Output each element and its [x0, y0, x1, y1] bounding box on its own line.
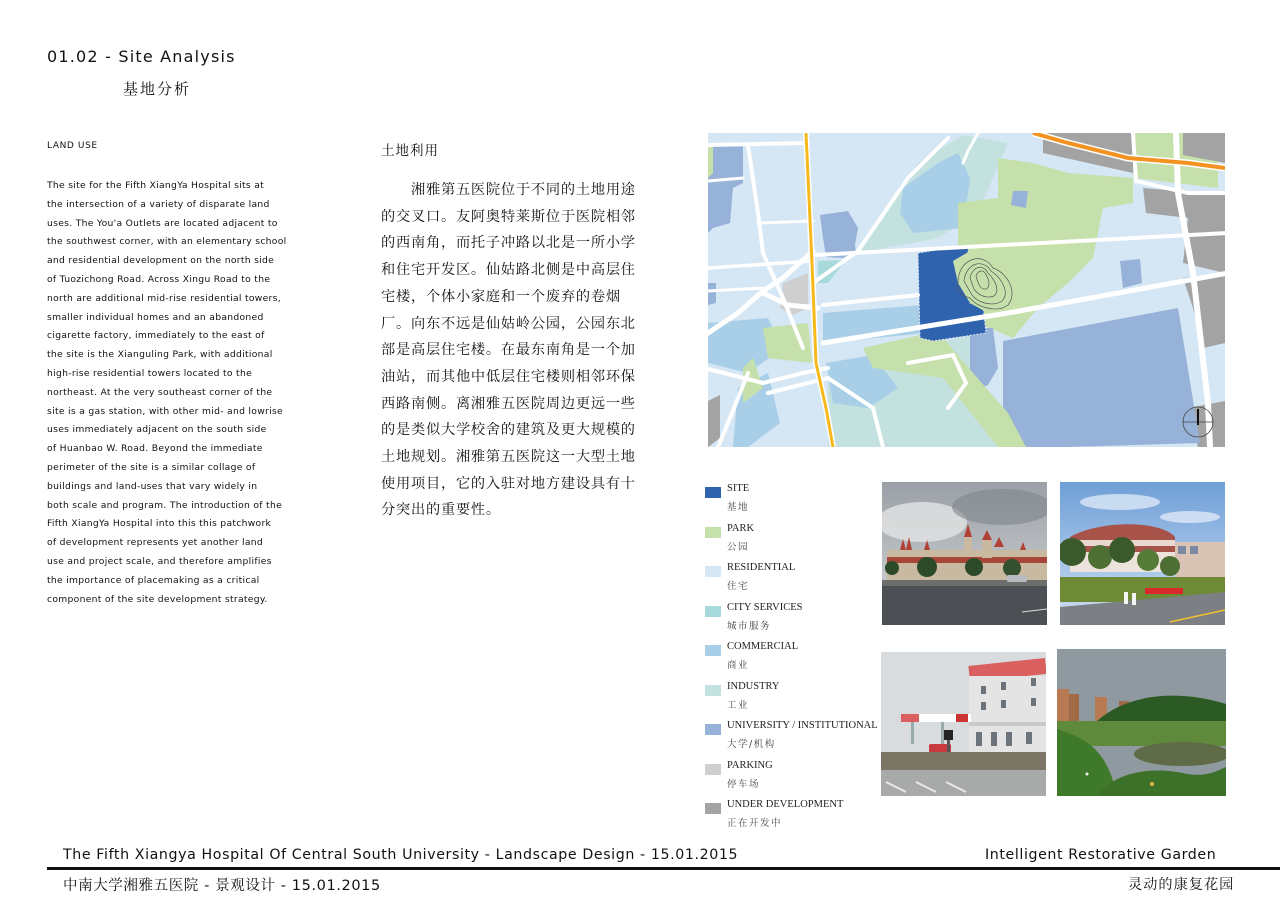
legend-swatch-commercial [705, 645, 721, 656]
text-line: 厂。向东不远是仙姑岭公园，公园东北 [381, 315, 636, 332]
page-subtitle-cn: 基地分析 [123, 80, 192, 98]
text-line: smaller individual homes and an abandoned [47, 311, 264, 323]
text-line: 的是类似大学校舍的建筑及更大规模的 [381, 422, 636, 439]
text-line: Fifth XiangYa Hospital into this this patchwork [47, 518, 272, 530]
text-line: the importance of placemaking as a critical [47, 574, 260, 586]
land-use-heading-en: LAND USE [47, 141, 98, 151]
text-line: both scale and program. The introduction of the [47, 499, 283, 511]
legend-label-en: UNIVERSITY / INSTITUTIONAL [727, 720, 878, 731]
legend-item-university [705, 720, 885, 760]
footer-project-title-en: The Fifth Xiangya Hospital Of Central South University - Landscape Design - 15.01.2015 [63, 847, 739, 863]
text-line: use and project scale, and therefore amplifies [47, 555, 272, 567]
text-line: of Huanbao W. Road. Beyond the immediate [47, 443, 263, 455]
map-legend [705, 483, 885, 839]
land-use-map [708, 133, 1225, 447]
footer-theme-cn: 灵动的康复花园 [1128, 877, 1235, 893]
legend-item-industry [705, 681, 885, 721]
text-line: the intersection of a variety of disparate land [47, 198, 270, 210]
legend-item-parking [705, 760, 885, 800]
legend-swatch-university [705, 724, 721, 735]
legend-swatch-under-development [705, 803, 721, 814]
text-line: the southwest corner, with an elementary school [47, 236, 287, 248]
text-line: 分突出的重要性。 [381, 502, 501, 519]
text-line: The site for the Fifth XiangYa Hospital sits at [47, 180, 265, 191]
legend-label-en: UNDER DEVELOPMENT [727, 799, 844, 810]
land-use-map-graphic [708, 133, 1225, 447]
photo-outlet-castle [882, 482, 1047, 625]
land-use-heading-cn: 土地利用 [381, 143, 439, 159]
legend-label-cn: 工业 [727, 699, 750, 711]
legend-label-cn: 停车场 [727, 778, 761, 790]
legend-label-en: RESIDENTIAL [727, 562, 796, 573]
legend-item-site [705, 483, 885, 523]
text-line: 部是高层住宅楼。在最东南角是一个加 [381, 342, 636, 359]
text-line: perimeter of the site is a similar collage of [47, 461, 256, 473]
text-line: north are additional mid-rise residential towers, [47, 292, 281, 304]
footer-project-title-cn: 中南大学湘雅五医院 - 景观设计 - 15.01.2015 [63, 878, 381, 894]
footer-divider [47, 867, 1280, 870]
legend-label-en: PARKING [727, 759, 773, 771]
legend-label-cn: 公园 [727, 541, 750, 553]
legend-label-en: CITY SERVICES [727, 601, 803, 613]
photo-pond-hill [1057, 649, 1226, 796]
text-line: buildings and land-uses that vary widely in [47, 480, 258, 492]
text-line: uses. The You'a Outlets are located adjacent to [47, 217, 278, 229]
legend-swatch-park [705, 527, 721, 538]
text-line: the site is the Xianguling Park, with additional [47, 349, 273, 361]
text-line: 的西南角，而托子冲路以北是一所小学 [381, 235, 636, 252]
text-line: component of the site development strategy. [47, 593, 268, 605]
text-line: 西路南侧。离湘雅五医院周边更远一些 [381, 395, 636, 412]
text-line: 土地规划。湘雅第五医院这一大型土地 [381, 449, 636, 466]
legend-item-under-development [705, 799, 885, 839]
legend-item-park [705, 523, 885, 563]
text-line: and residential development on the north side [47, 255, 275, 267]
legend-label-cn: 住宅 [727, 581, 750, 592]
legend-swatch-site [705, 487, 721, 498]
legend-label-cn: 商业 [727, 660, 750, 671]
text-line: uses immediately adjacent on the south side [47, 424, 267, 436]
legend-swatch-industry [705, 685, 721, 696]
legend-label-cn: 正在开发中 [727, 818, 783, 829]
text-line: 和住宅开发区。仙姑路北侧是中高层住 [381, 262, 636, 279]
text-line: of Tuozichong Road. Across Xingu Road to the [47, 273, 271, 285]
text-line: 油站，而其他中低层住宅楼则相邻环保 [381, 368, 636, 385]
text-line: 使用项目，它的入驻对地方建设具有十 [381, 475, 636, 492]
photo-school-rotunda [1060, 482, 1225, 625]
text-line: northeast. At the very southeast corner of the [47, 386, 273, 398]
text-line: high-rise residential towers located to the [47, 367, 253, 379]
legend-label-en: PARK [727, 522, 755, 534]
legend-label-en: INDUSTRY [727, 680, 780, 692]
legend-label-cn: 城市服务 [727, 620, 772, 632]
text-line: 的交叉口。友阿奥特莱斯位于医院相邻 [381, 208, 636, 225]
legend-item-city-services [705, 602, 885, 642]
legend-item-commercial [705, 641, 885, 681]
text-line: site is a gas station, with other mid- and lowrise [47, 405, 283, 417]
legend-swatch-residential [705, 566, 721, 577]
text-line: 宅楼，个体小家庭和一个废弃的卷烟 [381, 288, 621, 305]
legend-label-en: COMMERCIAL [727, 641, 799, 652]
legend-label-cn: 基地 [727, 502, 750, 513]
photo-gas-station [881, 652, 1046, 796]
land-use-text-cn [381, 177, 641, 524]
text-line: of development represents yet another land [47, 537, 264, 549]
legend-label-en: SITE [727, 483, 750, 494]
legend-item-residential [705, 562, 885, 602]
text-line: 湘雅第五医院位于不同的土地用途 [381, 182, 636, 198]
footer-theme-en: Intelligent Restorative Garden [985, 847, 1217, 863]
text-line: cigarette factory, immediately to the east of [47, 330, 265, 342]
legend-label-cn: 大学/机构 [727, 739, 776, 750]
land-use-text-en [47, 177, 327, 609]
legend-swatch-parking [705, 764, 721, 775]
legend-swatch-city-services [705, 606, 721, 617]
page-title: 01.02 - Site Analysis [47, 47, 236, 66]
